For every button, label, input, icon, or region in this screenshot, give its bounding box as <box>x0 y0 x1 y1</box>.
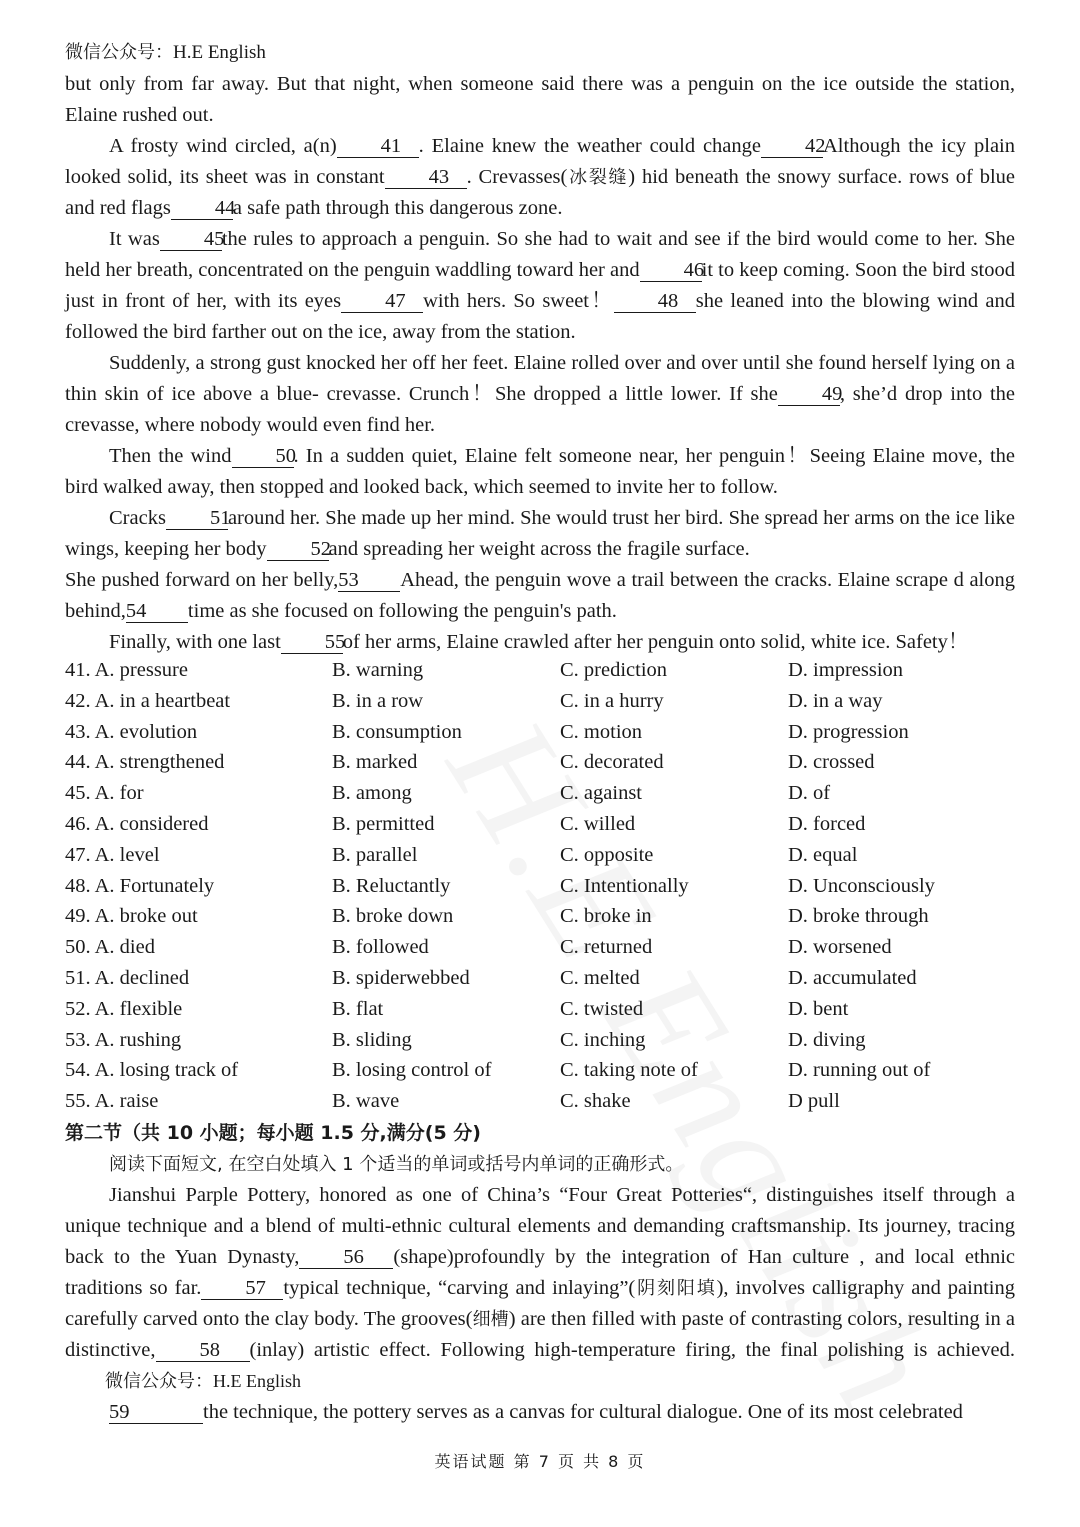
section2-paragraph-1: Jianshui Parple Pottery, honored as one of China’s “Four Great Potteries“, distinguishes itself through a unique technique and a blend of multi-ethnic cultural elements and demanding craftsmanship. Its journey, tracing back to the Yuan Dynasty, 56 (shape)profoundly by the integration of Han culture , and local ethnic traditions so far. 57 typical technique, “carving and inlaying”(阴刻阳填), involves calligraphy and painting carefully carved onto the clay body. The grooves(细槽) are then filled with paste of contrasting colors, resulting in a distinctive, 58 (inlay) artistic effect. Following high-temperature firing, the final polishing is achieved.微信公众号：H.E English <box>65 1184 1016 1392</box>
blank-59: 59 <box>109 1401 203 1424</box>
option-choice: C. melted <box>560 966 640 989</box>
option-choice: D. accumulated <box>788 966 917 989</box>
option-row <box>65 994 1015 1025</box>
blank-44: 44 <box>171 197 233 220</box>
passage-paragraph-7: Finally, with one last 55of her arms, Elaine crawled after her penguin onto solid, white ice. Safety！ <box>109 631 969 653</box>
option-row <box>65 1025 1015 1056</box>
option-choice: C. returned <box>560 936 653 959</box>
blank-52: 52 <box>267 538 329 561</box>
option-choice: D. of <box>788 782 831 805</box>
option-choice: 51. A. declined <box>65 966 190 989</box>
inline-wechat-mark: 微信公众号：H.E English <box>105 1371 301 1392</box>
option-choice: B. followed <box>332 936 429 959</box>
option-choice: 47. A. level <box>65 843 160 866</box>
option-row <box>65 655 1015 686</box>
option-choice: D pull <box>788 1090 840 1113</box>
option-choice: B. permitted <box>332 812 435 835</box>
option-choice: C. Intentionally <box>560 874 689 897</box>
option-choice: B. spiderwebbed <box>332 966 470 989</box>
blank-58: 58 <box>156 1339 250 1362</box>
option-choice: B. among <box>332 782 412 805</box>
option-choice: B. broke down <box>332 905 454 928</box>
option-choice: B. consumption <box>332 720 462 743</box>
blank-51: 51 <box>166 507 228 530</box>
passage-paragraph-6: She pushed forward on her belly,53 Ahead, the penguin wove a trail between the cracks. Elaine scrape d along behind,54 time as she focused on following the penguin's path. <box>65 569 1016 622</box>
option-choice: C. twisted <box>560 997 644 1020</box>
option-choice: B. warning <box>332 659 424 681</box>
passage-paragraph-5: Cracks 51around her. She made up her mind. She would trust her bird. She spread her arms on the ice like wings, keeping her body 52and spreading her weight across the fragile surface. <box>65 507 1015 560</box>
option-choice: D. Unconsciously <box>788 874 935 897</box>
option-choice: D. impression <box>788 659 904 681</box>
option-choice: C. prediction <box>560 659 668 681</box>
option-choice: 52. A. flexible <box>65 997 183 1020</box>
option-choice: 43. A. evolution <box>65 720 198 743</box>
blank-50: 50 <box>232 445 294 468</box>
passage-paragraph-1: A frosty wind circled, a(n) 41 . Elaine knew the weather could change 42Although the icy plain looked solid, its sheet was in constant 43 . Crevasses(冰裂缝) hid beneath the snowy surface. rows of blue and red flags 44a safe path through this dangerous zone. <box>65 135 1016 219</box>
page-footer: 英语试题 第 7 页 共 8 页 <box>434 1452 646 1471</box>
option-choice: 41. A. pressure <box>65 659 188 681</box>
option-choice: 42. A. in a heartbeat <box>65 689 231 712</box>
option-row <box>65 901 1015 932</box>
option-choice: D. crossed <box>788 751 875 774</box>
option-choice: C. willed <box>560 812 636 835</box>
option-choice: D. broke through <box>788 905 929 928</box>
option-choice: C. inching <box>560 1028 646 1051</box>
option-choice: B. losing control of <box>332 1059 492 1082</box>
option-choice: 55. A. raise <box>65 1090 159 1113</box>
option-choice: C. shake <box>560 1090 631 1113</box>
passage-paragraph-4: Then the wind 50. In a sudden quiet, Elaine felt someone near, her penguin！Seeing Elaine move, the bird walked away, then stopped and looked back, which seemed to invite her to follow. <box>65 445 1015 498</box>
section-two <box>65 1118 1015 1428</box>
option-choice: 48. A. Fortunately <box>65 874 215 897</box>
blank-46: 46 <box>640 259 702 282</box>
blank-48: 48 <box>614 290 696 313</box>
page-header <box>65 42 266 64</box>
blank-53: 53 <box>338 569 400 592</box>
blank-56: 56 <box>299 1246 393 1269</box>
option-choice: 49. A. broke out <box>65 905 198 928</box>
option-choice: 50. A. died <box>65 936 155 959</box>
option-choice: C. opposite <box>560 843 654 866</box>
blank-42: 42 <box>761 135 823 158</box>
section-instruction: 阅读下面短文, 在空白处填入 1 个适当的单词或括号内单词的正确形式。 <box>109 1154 684 1175</box>
section2-paragraph-2: 59 the technique, the pottery serves as a canvas for cultural dialogue. One of its most celebrated <box>109 1401 963 1423</box>
option-row <box>65 871 1015 902</box>
option-row <box>65 1086 1015 1117</box>
option-choice: C. in a hurry <box>560 689 664 712</box>
option-row <box>65 963 1015 994</box>
section-title: 第二节（共 10 小题；每小题 1.5 分,满分(5 分) <box>65 1122 481 1144</box>
option-choice: C. broke in <box>560 905 652 928</box>
option-choice: 44. A. strengthened <box>65 751 225 774</box>
blank-49: 49 <box>778 383 840 406</box>
option-row <box>65 686 1015 717</box>
blank-41: 41 <box>337 135 419 158</box>
header-wechat-label: 微信公众号： <box>65 42 173 63</box>
option-choice: B. Reluctantly <box>332 874 451 897</box>
passage-paragraph-0: but only from far away. But that night, when someone said there was a penguin on the ice outside the station, Elaine rushed out. <box>65 73 1015 126</box>
blank-45: 45 <box>160 228 222 251</box>
option-choice: 46. A. considered <box>65 812 209 835</box>
option-choice: C. taking note of <box>560 1059 698 1082</box>
blank-54: 54 <box>126 600 188 623</box>
option-choice: D. diving <box>788 1028 866 1051</box>
option-choice: C. motion <box>560 720 643 743</box>
option-choice: B. parallel <box>332 843 418 866</box>
option-row <box>65 809 1015 840</box>
option-row <box>65 747 1015 778</box>
option-choice: D. in a way <box>788 689 883 712</box>
answer-options <box>65 655 1015 1117</box>
option-choice: C. against <box>560 782 642 805</box>
option-row <box>65 778 1015 809</box>
passage-paragraph-2: It was 45the rules to approach a penguin. So she had to wait and see if the bird would come to her. She held her breath, concentrated on the penguin waddling toward her and 46it to keep coming. Soon the bird stood just in front of her, with its eyes 47 with hers. So sweet！ 48 she leaned into the blowing wind and followed the bird farther out on the ice, away from the station. <box>65 228 1016 343</box>
option-choice: D. worsened <box>788 936 892 959</box>
blank-57: 57 <box>201 1277 283 1300</box>
passage-paragraph-3: Suddenly, a strong gust knocked her off her feet. Elaine rolled over and over until she found herself lying on a thin skin of ice above a blue- crevasse. Crunch！She dropped a little lower. If she 49, she’d drop into the crevasse, where nobody would even find her. <box>65 352 1015 436</box>
option-choice: B. marked <box>332 751 418 774</box>
option-row <box>65 932 1015 963</box>
option-choice: D. bent <box>788 997 849 1020</box>
blank-43: 43 <box>385 166 467 189</box>
option-choice: D. running out of <box>788 1059 931 1082</box>
option-row <box>65 1055 1015 1086</box>
option-choice: D. forced <box>788 812 866 835</box>
header-account-name: H.E English <box>173 42 266 63</box>
option-choice: D. progression <box>788 720 909 743</box>
option-choice: 54. A. losing track of <box>65 1059 239 1082</box>
option-choice: B. wave <box>332 1090 400 1113</box>
option-choice: B. sliding <box>332 1028 412 1051</box>
cloze-passage <box>65 69 1015 658</box>
option-choice: 53. A. rushing <box>65 1028 182 1051</box>
option-choice: B. in a row <box>332 689 424 712</box>
option-row <box>65 840 1015 871</box>
option-choice: 45. A. for <box>65 782 144 805</box>
option-choice: C. decorated <box>560 751 664 774</box>
option-row <box>65 717 1015 748</box>
blank-55: 55 <box>281 631 343 654</box>
option-choice: D. equal <box>788 843 858 866</box>
blank-47: 47 <box>341 290 423 313</box>
option-choice: B. flat <box>332 997 384 1020</box>
